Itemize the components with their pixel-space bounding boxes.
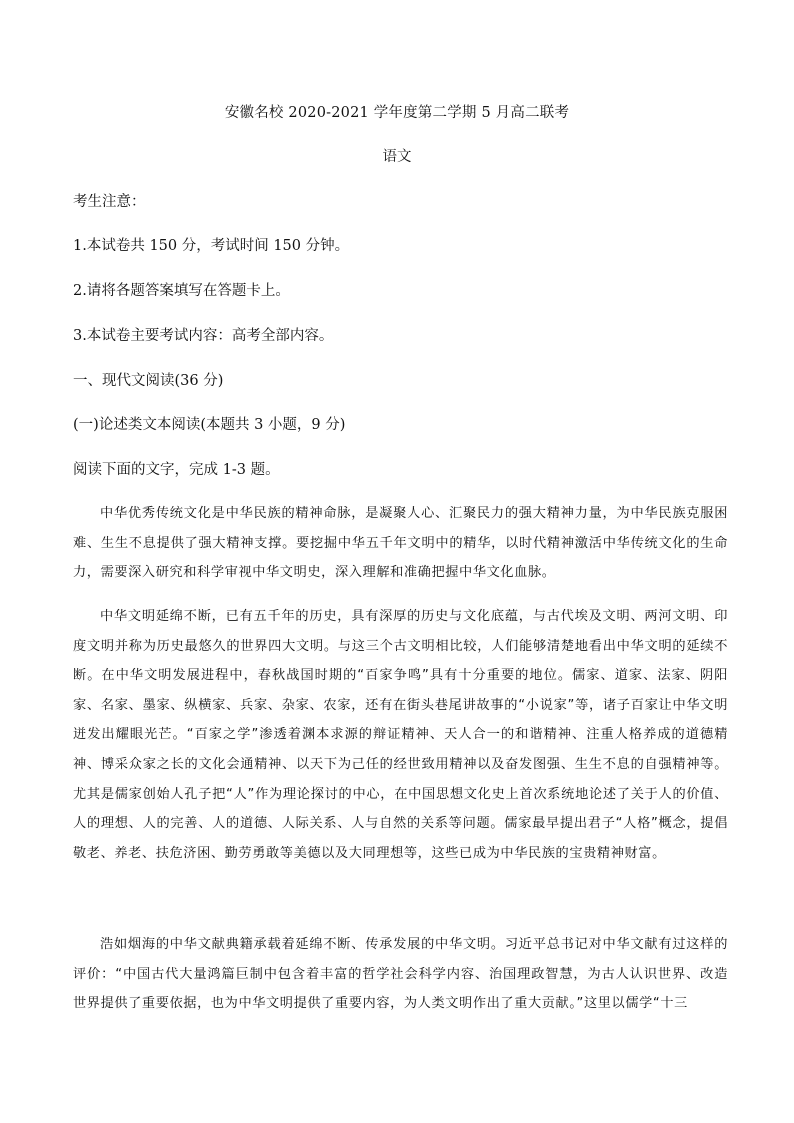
passage-paragraph: 中华文明延绵不断，已有五千年的历史，具有深厚的历史与文化底蕴，与古代埃及文明、两河文明、印度文明并称为历史最悠久的世界四大文明。与这三个古文明相比较，人们能够清楚地看出中华文明的延续不断。在中华文明发展进程中，春秋战国时期的“百家争鸣”具有十分重要的地位。儒家、道家、法家、阴阳家、名家、墨家、纵横家、兵家、杂家、农家，还有在街头巷尾讲故事的“小说家”等，诸子百家让中华文明迸发出耀眼光芒。“百家之学”渗透着渊本求源的辩证精神、天人合一的和谐精神、注重人格养成的道德精神、博采众家之长的文化会通精神、以天下为己任的经世致用精神以及奋发图强、生生不息的自强精神等。尤其是儒家创始人孔子把“人”作为理论探讨的中心，在中国思想文化史上首次系统地论述了关于人的价值、人的理想、人的完善、人的道德、人际关系、人与自然的关系等问题。儒家最早提出君子“人格”概念，提倡敬老、养老、扶危济困、勤劳勇敢等美德以及大同理想等，这些已成为中华民族的宝贵精神财富。 [73, 609, 728, 861]
passage-paragraph: 浩如烟海的中华文献典籍承载着延绵不断、传承发展的中华文明。习近平总书记对中华文献有过这样的评价：“中国古代大量鸿篇巨制中包含着丰富的哲学社会科学内容、治国理政智慧，为古人认识世界、改造世界提供了重要依据，也为中华文明提供了重要内容，为人类文明作出了重大贡献。”这里以儒学“十三 [73, 937, 728, 1012]
exam-title: 安徽名校 2020-2021 学年度第二学期 5 月高二联考 [224, 105, 570, 121]
notice-item: 2.请将各题答案填写在答题卡上。 [73, 283, 290, 299]
section-subheading: (一)论述类文本阅读(本题共 3 小题，9 分) [73, 417, 346, 433]
reading-instruction: 阅读下面的文字，完成 1-3 题。 [73, 462, 280, 478]
section-heading: 一、现代文阅读(36 分) [73, 373, 224, 389]
notice-heading: 考生注意： [73, 194, 146, 210]
notice-item: 1.本试卷共 150 分，考试时间 150 分钟。 [73, 238, 350, 254]
subject-title: 语文 [382, 149, 412, 165]
notice-item: 3.本试卷主要考试内容：高考全部内容。 [73, 328, 334, 344]
passage-paragraph: 中华优秀传统文化是中华民族的精神命脉，是凝聚人心、汇聚民力的强大精神力量，为中华民族克服困难、生生不息提供了强大精神支撑。要挖掘中华五千年文明中的精华，以时代精神激活中华传统文化的生命力，需要深入研究和科学审视中华文明史，深入理解和准确把握中华文化血脉。 [73, 506, 728, 581]
